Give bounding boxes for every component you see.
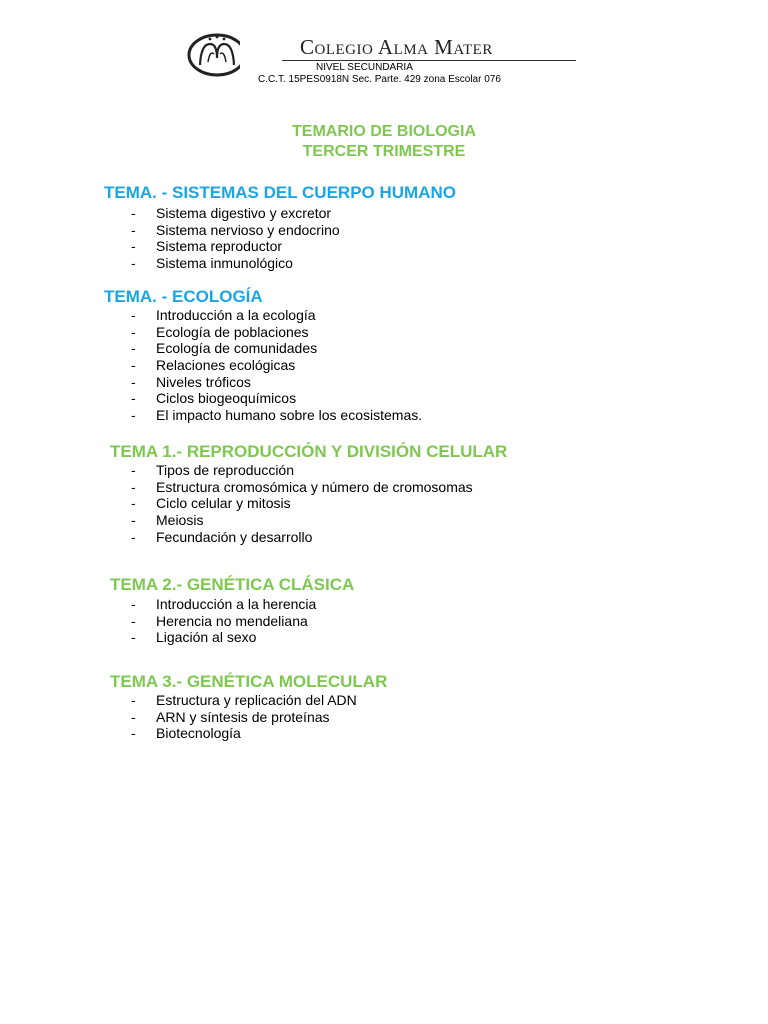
section-title: TEMA 3.- GENÉTICA MOLECULAR [110, 672, 388, 691]
school-cct: C.C.T. 15PES0918N Sec. Parte. 429 zona Escolar 076 [258, 74, 501, 85]
section-title: TEMA. - ECOLOGÍA [104, 287, 263, 306]
school-level: NIVEL SECUNDARIA [316, 62, 413, 73]
school-logo-icon [186, 32, 252, 78]
section-title: TEMA 2.- GENÉTICA CLÁSICA [110, 575, 355, 594]
header-divider [282, 60, 576, 61]
section-title: TEMA. - SISTEMAS DEL CUERPO HUMANO [104, 183, 456, 202]
school-name: Colegio Alma Mater [300, 35, 493, 59]
section-title: TEMA 1.- REPRODUCCIÓN Y DIVISIÓN CELULAR [110, 442, 508, 461]
document-subtitle: TERCER TRIMESTRE [302, 143, 466, 160]
document-title: TEMARIO DE BIOLOGIA [292, 123, 476, 140]
